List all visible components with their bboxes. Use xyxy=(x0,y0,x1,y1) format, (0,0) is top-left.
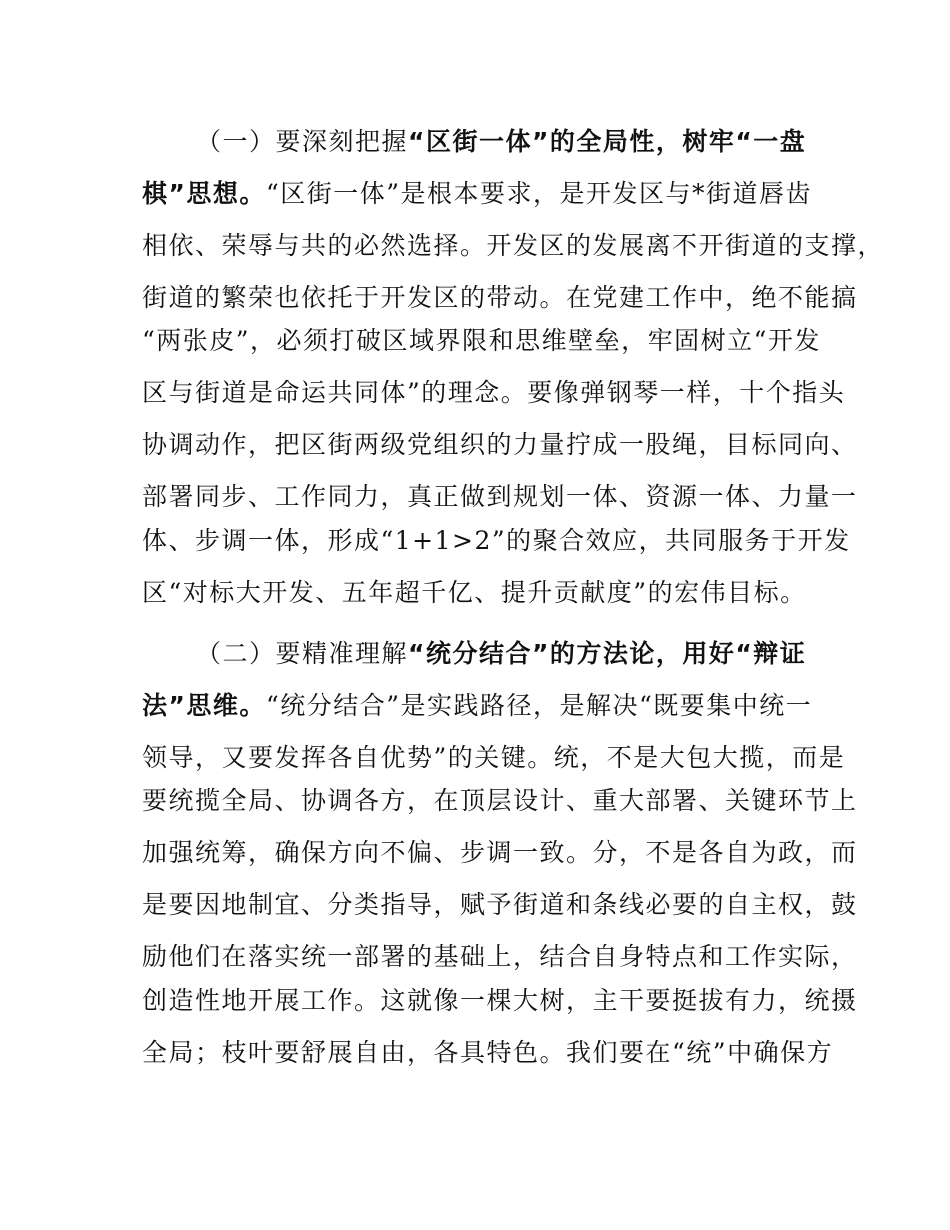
text-run: 区“对标大开发、五年超千亿、提升贡献度”的宏伟目标。 xyxy=(142,578,807,607)
paragraph-1-line-7 xyxy=(142,428,858,462)
text-run: 体、步调一体，形成“1+1>2”的聚合效应，共同服务于开发 xyxy=(142,526,851,555)
text-run: 加强统筹，确保方向不偏、步调一致。分，不是各自为政，而 xyxy=(142,838,858,867)
text-run: 部署同步、工作同力，真正做到规划一体、资源一体、力量一 xyxy=(142,482,858,511)
paragraph-1-line-1 xyxy=(196,125,876,159)
paragraph-2-line-3 xyxy=(142,741,846,775)
bold-heading-run: “统分结合”的方法论，用好“辩证 xyxy=(408,639,807,668)
text-run: 协调动作，把区街两级党组织的力量拧成一股绳，目标同向、 xyxy=(142,430,858,459)
paragraph-2-line-6 xyxy=(142,888,858,922)
text-run: （一）要深刻把握 xyxy=(196,127,409,156)
text-run: 创造性地开展工作。这就像一棵大树，主干要挺拔有力，统摄 xyxy=(142,986,858,1015)
text-run: （二）要精准理解 xyxy=(196,639,409,668)
text-run: 励他们在落实统一部署的基础上，结合自身特点和工作实际， xyxy=(142,942,858,971)
paragraph-2-line-7 xyxy=(142,940,858,974)
paragraph-2-line-2 xyxy=(142,689,822,723)
paragraph-1-line-5 xyxy=(142,324,822,358)
bold-heading-run: 棋”思想。 xyxy=(142,179,266,208)
paragraph-2-line-1 xyxy=(196,637,876,671)
text-run: “区街一体”是根本要求，是开发区与*街道唇齿 xyxy=(265,179,813,208)
bold-heading-run: 法”思维。 xyxy=(142,691,266,720)
paragraph-1-line-4 xyxy=(142,281,858,315)
paragraph-1-line-9 xyxy=(142,524,851,558)
paragraph-1-line-3 xyxy=(142,229,885,263)
text-run: 街道的繁荣也依托于开发区的带动。在党建工作中，绝不能搞 xyxy=(142,283,858,312)
text-run: 要统揽全局、协调各方，在顶层设计、重大部署、关键环节上 xyxy=(142,786,858,815)
bold-heading-run: “区街一体”的全局性，树牢“一盘 xyxy=(408,127,807,156)
paragraph-1-line-8 xyxy=(142,480,858,514)
paragraph-1-line-10 xyxy=(142,576,822,610)
text-run: 全局；枝叶要舒展自由，各具特色。我们要在“统”中确保方 xyxy=(142,1038,834,1067)
paragraph-2-line-9 xyxy=(142,1036,834,1070)
text-run: “统分结合”是实践路径，是解决“既要集中统一 xyxy=(265,691,813,720)
paragraph-2-line-5 xyxy=(142,836,858,870)
paragraph-1-line-2 xyxy=(142,177,822,211)
text-run: “两张皮”，必须打破区域界限和思维壁垒，牢固树立“开发 xyxy=(142,326,821,355)
text-run: 领导，又要发挥各自优势”的关键。统，不是大包大揽，而是 xyxy=(142,743,846,772)
text-run: 区与街道是命运共同体”的理念。要像弹钢琴一样，十个指头 xyxy=(142,378,846,407)
paragraph-2-line-8 xyxy=(142,984,858,1018)
paragraph-2-line-4 xyxy=(142,784,858,818)
paragraph-1-line-6 xyxy=(142,376,846,410)
text-run: 相依、荣辱与共的必然选择。开发区的发展离不开街道的支撑， xyxy=(142,231,885,260)
text-run: 是要因地制宜、分类指导，赋予街道和条线必要的自主权，鼓 xyxy=(142,890,858,919)
